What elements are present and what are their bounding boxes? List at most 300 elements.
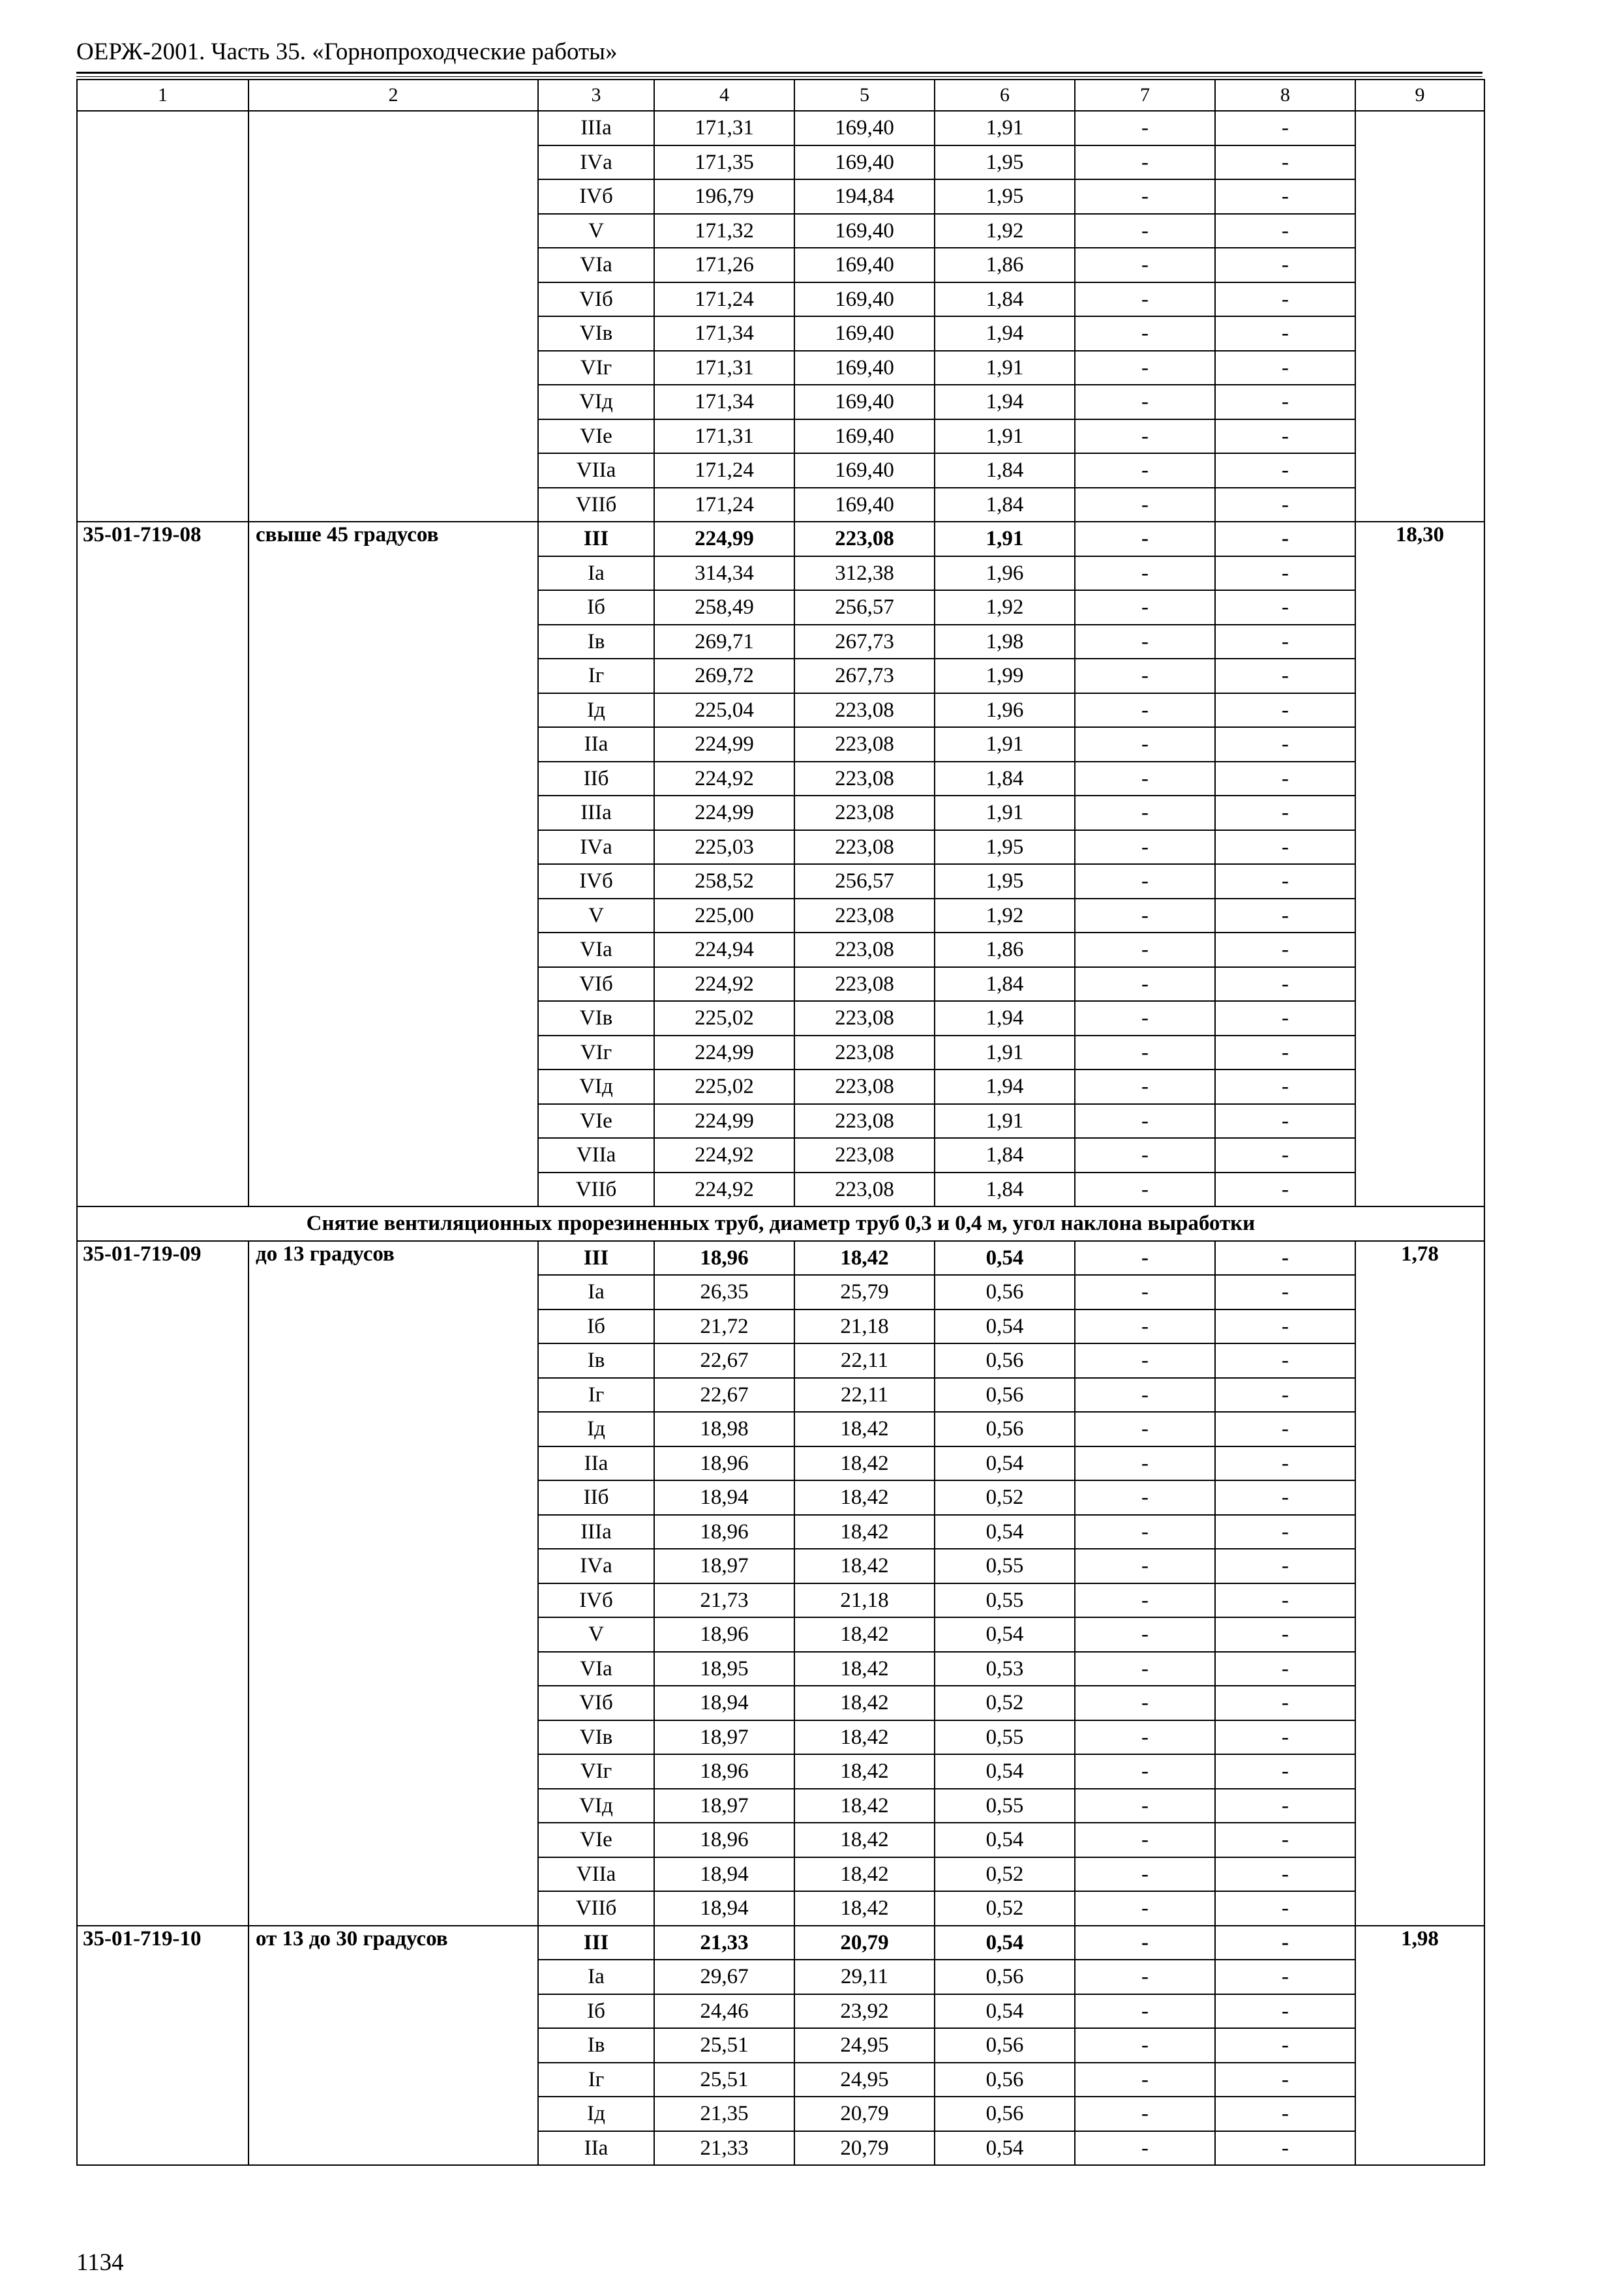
materials-cost: - bbox=[1215, 1138, 1355, 1173]
region-category: IIIа bbox=[538, 796, 654, 830]
including-drivers-wages: - bbox=[1075, 933, 1215, 967]
machine-operation: 1,94 bbox=[935, 1001, 1075, 1036]
materials-cost: - bbox=[1215, 1241, 1355, 1276]
column-number: 3 bbox=[538, 80, 654, 111]
total-cost: 18,94 bbox=[654, 1480, 794, 1515]
machine-operation: 0,56 bbox=[935, 2028, 1075, 2063]
machine-operation: 0,54 bbox=[935, 1446, 1075, 1481]
including-drivers-wages: - bbox=[1075, 351, 1215, 385]
total-cost: 171,31 bbox=[654, 419, 794, 454]
region-category: Iв bbox=[538, 2028, 654, 2063]
workers-wages: 18,42 bbox=[794, 1549, 935, 1583]
materials-cost: - bbox=[1215, 590, 1355, 625]
including-drivers-wages: - bbox=[1075, 1138, 1215, 1173]
including-drivers-wages: - bbox=[1075, 1823, 1215, 1857]
total-cost: 224,92 bbox=[654, 762, 794, 796]
region-category: Iд bbox=[538, 693, 654, 728]
total-cost: 225,04 bbox=[654, 693, 794, 728]
including-drivers-wages: - bbox=[1075, 145, 1215, 180]
total-cost: 171,35 bbox=[654, 145, 794, 180]
workers-wages: 223,08 bbox=[794, 1104, 935, 1139]
machine-operation: 1,91 bbox=[935, 419, 1075, 454]
norm-code: 35-01-719-09 bbox=[77, 1241, 248, 1926]
region-category: VIа bbox=[538, 933, 654, 967]
total-cost: 224,99 bbox=[654, 796, 794, 830]
region-category: IVб bbox=[538, 1583, 654, 1618]
including-drivers-wages: - bbox=[1075, 2097, 1215, 2131]
total-cost: 18,94 bbox=[654, 1891, 794, 1926]
region-category: IVб bbox=[538, 864, 654, 899]
workers-wages: 18,42 bbox=[794, 1891, 935, 1926]
including-drivers-wages: - bbox=[1075, 830, 1215, 865]
materials-cost: - bbox=[1215, 351, 1355, 385]
workers-wages: 23,92 bbox=[794, 1994, 935, 2029]
machine-operation: 1,96 bbox=[935, 556, 1075, 591]
region-category: VIг bbox=[538, 1036, 654, 1070]
total-cost: 171,24 bbox=[654, 488, 794, 522]
materials-cost: - bbox=[1215, 1378, 1355, 1413]
total-cost: 224,92 bbox=[654, 967, 794, 1002]
total-cost: 18,96 bbox=[654, 1515, 794, 1549]
materials-cost: - bbox=[1215, 1926, 1355, 1960]
machine-operation: 1,95 bbox=[935, 830, 1075, 865]
workers-wages: 18,42 bbox=[794, 1686, 935, 1720]
materials-cost: - bbox=[1215, 1412, 1355, 1446]
region-category: Iг bbox=[538, 1378, 654, 1413]
including-drivers-wages: - bbox=[1075, 727, 1215, 762]
workers-wages: 169,40 bbox=[794, 453, 935, 488]
region-category: Iг bbox=[538, 2063, 654, 2097]
region-category: VIб bbox=[538, 282, 654, 317]
region-category: IVа bbox=[538, 1549, 654, 1583]
including-drivers-wages: - bbox=[1075, 1789, 1215, 1823]
header-rule-thin bbox=[76, 76, 1482, 77]
region-category: VIIа bbox=[538, 1138, 654, 1173]
total-cost: 224,92 bbox=[654, 1173, 794, 1207]
workers-wages: 169,40 bbox=[794, 351, 935, 385]
materials-cost: - bbox=[1215, 1857, 1355, 1892]
workers-wages: 223,08 bbox=[794, 522, 935, 556]
including-drivers-wages: - bbox=[1075, 385, 1215, 419]
workers-wages: 24,95 bbox=[794, 2063, 935, 2097]
materials-cost: - bbox=[1215, 796, 1355, 830]
workers-wages: 18,42 bbox=[794, 1617, 935, 1652]
including-drivers-wages: - bbox=[1075, 316, 1215, 351]
machine-operation: 0,54 bbox=[935, 1309, 1075, 1344]
machine-operation: 0,53 bbox=[935, 1652, 1075, 1686]
machine-operation: 1,91 bbox=[935, 796, 1075, 830]
including-drivers-wages: - bbox=[1075, 864, 1215, 899]
section-heading-row bbox=[77, 1206, 1484, 1241]
column-number: 2 bbox=[248, 80, 538, 111]
workers-wages: 223,08 bbox=[794, 762, 935, 796]
column-number: 5 bbox=[794, 80, 935, 111]
including-drivers-wages: - bbox=[1075, 453, 1215, 488]
region-category: Iа bbox=[538, 556, 654, 591]
total-cost: 21,33 bbox=[654, 2131, 794, 2166]
labor-total: 1,78 bbox=[1355, 1241, 1484, 1926]
materials-cost: - bbox=[1215, 830, 1355, 865]
workers-wages: 223,08 bbox=[794, 693, 935, 728]
total-cost: 25,51 bbox=[654, 2028, 794, 2063]
machine-operation: 1,95 bbox=[935, 145, 1075, 180]
total-cost: 18,96 bbox=[654, 1617, 794, 1652]
total-cost: 225,02 bbox=[654, 1070, 794, 1104]
workers-wages: 169,40 bbox=[794, 214, 935, 248]
total-cost: 18,97 bbox=[654, 1549, 794, 1583]
labor-total: 18,30 bbox=[1355, 522, 1484, 1206]
materials-cost: - bbox=[1215, 214, 1355, 248]
materials-cost: - bbox=[1215, 1891, 1355, 1926]
including-drivers-wages: - bbox=[1075, 590, 1215, 625]
total-cost: 22,67 bbox=[654, 1378, 794, 1413]
workers-wages: 18,42 bbox=[794, 1754, 935, 1789]
materials-cost: - bbox=[1215, 1617, 1355, 1652]
table-body bbox=[77, 80, 1484, 2165]
including-drivers-wages: - bbox=[1075, 556, 1215, 591]
machine-operation: 1,91 bbox=[935, 727, 1075, 762]
materials-cost: - bbox=[1215, 1036, 1355, 1070]
machine-operation: 1,84 bbox=[935, 1138, 1075, 1173]
including-drivers-wages: - bbox=[1075, 1686, 1215, 1720]
materials-cost: - bbox=[1215, 1789, 1355, 1823]
region-category: VIд bbox=[538, 385, 654, 419]
region-category: VIе bbox=[538, 419, 654, 454]
region-category: VIа bbox=[538, 248, 654, 282]
including-drivers-wages: - bbox=[1075, 2063, 1215, 2097]
norm-description: до 13 градусов bbox=[248, 1241, 538, 1926]
machine-operation: 1,98 bbox=[935, 625, 1075, 659]
total-cost: 18,94 bbox=[654, 1857, 794, 1892]
including-drivers-wages: - bbox=[1075, 625, 1215, 659]
including-drivers-wages: - bbox=[1075, 1549, 1215, 1583]
machine-operation: 0,55 bbox=[935, 1789, 1075, 1823]
materials-cost: - bbox=[1215, 967, 1355, 1002]
total-cost: 196,79 bbox=[654, 179, 794, 214]
workers-wages: 169,40 bbox=[794, 145, 935, 180]
workers-wages: 169,40 bbox=[794, 385, 935, 419]
materials-cost: - bbox=[1215, 1275, 1355, 1309]
machine-operation: 1,99 bbox=[935, 659, 1075, 693]
region-category: III bbox=[538, 1241, 654, 1276]
norm-code: 35-01-719-08 bbox=[77, 522, 248, 1206]
region-category: Iд bbox=[538, 2097, 654, 2131]
total-cost: 18,95 bbox=[654, 1652, 794, 1686]
workers-wages: 20,79 bbox=[794, 1926, 935, 1960]
materials-cost: - bbox=[1215, 1173, 1355, 1207]
region-category: Iа bbox=[538, 1275, 654, 1309]
region-category: VIе bbox=[538, 1104, 654, 1139]
including-drivers-wages: - bbox=[1075, 1480, 1215, 1515]
machine-operation: 1,84 bbox=[935, 453, 1075, 488]
including-drivers-wages: - bbox=[1075, 214, 1215, 248]
machine-operation: 0,55 bbox=[935, 1549, 1075, 1583]
machine-operation: 1,92 bbox=[935, 214, 1075, 248]
machine-operation: 1,91 bbox=[935, 111, 1075, 145]
norm-description: от 13 до 30 градусов bbox=[248, 1926, 538, 2166]
total-cost: 269,71 bbox=[654, 625, 794, 659]
machine-operation: 0,54 bbox=[935, 1994, 1075, 2029]
total-cost: 18,96 bbox=[654, 1241, 794, 1276]
workers-wages: 267,73 bbox=[794, 625, 935, 659]
machine-operation: 0,54 bbox=[935, 1754, 1075, 1789]
region-category: VIб bbox=[538, 967, 654, 1002]
region-category: IIIа bbox=[538, 1515, 654, 1549]
workers-wages: 169,40 bbox=[794, 488, 935, 522]
region-category: VIIб bbox=[538, 1891, 654, 1926]
machine-operation: 0,52 bbox=[935, 1686, 1075, 1720]
materials-cost: - bbox=[1215, 2097, 1355, 2131]
including-drivers-wages: - bbox=[1075, 282, 1215, 317]
column-number: 4 bbox=[654, 80, 794, 111]
total-cost: 21,72 bbox=[654, 1309, 794, 1344]
including-drivers-wages: - bbox=[1075, 248, 1215, 282]
materials-cost: - bbox=[1215, 1480, 1355, 1515]
total-cost: 18,97 bbox=[654, 1789, 794, 1823]
materials-cost: - bbox=[1215, 556, 1355, 591]
materials-cost: - bbox=[1215, 419, 1355, 454]
table-container bbox=[76, 79, 1485, 2166]
including-drivers-wages: - bbox=[1075, 1241, 1215, 1276]
region-category: IVа bbox=[538, 145, 654, 180]
materials-cost: - bbox=[1215, 1070, 1355, 1104]
materials-cost: - bbox=[1215, 2131, 1355, 2166]
machine-operation: 1,84 bbox=[935, 967, 1075, 1002]
materials-cost: - bbox=[1215, 1960, 1355, 1994]
including-drivers-wages: - bbox=[1075, 1857, 1215, 1892]
region-category: V bbox=[538, 899, 654, 933]
workers-wages: 169,40 bbox=[794, 282, 935, 317]
total-cost: 22,67 bbox=[654, 1343, 794, 1378]
total-cost: 224,94 bbox=[654, 933, 794, 967]
workers-wages: 18,42 bbox=[794, 1446, 935, 1481]
region-category: VIд bbox=[538, 1789, 654, 1823]
including-drivers-wages: - bbox=[1075, 1173, 1215, 1207]
materials-cost: - bbox=[1215, 864, 1355, 899]
machine-operation: 0,56 bbox=[935, 1412, 1075, 1446]
workers-wages: 223,08 bbox=[794, 1138, 935, 1173]
materials-cost: - bbox=[1215, 1583, 1355, 1618]
table-row bbox=[77, 522, 1484, 556]
materials-cost: - bbox=[1215, 488, 1355, 522]
total-cost: 29,67 bbox=[654, 1960, 794, 1994]
total-cost: 224,92 bbox=[654, 1138, 794, 1173]
machine-operation: 1,94 bbox=[935, 1070, 1075, 1104]
total-cost: 21,33 bbox=[654, 1926, 794, 1960]
total-cost: 258,49 bbox=[654, 590, 794, 625]
labor-total: 1,98 bbox=[1355, 1926, 1484, 2166]
table-row bbox=[77, 111, 1484, 145]
materials-cost: - bbox=[1215, 1754, 1355, 1789]
total-cost: 225,02 bbox=[654, 1001, 794, 1036]
norm-code: 35-01-719-10 bbox=[77, 1926, 248, 2166]
materials-cost: - bbox=[1215, 1446, 1355, 1481]
norm-code bbox=[77, 111, 248, 522]
workers-wages: 267,73 bbox=[794, 659, 935, 693]
workers-wages: 194,84 bbox=[794, 179, 935, 214]
machine-operation: 1,94 bbox=[935, 385, 1075, 419]
workers-wages: 22,11 bbox=[794, 1378, 935, 1413]
materials-cost: - bbox=[1215, 1823, 1355, 1857]
total-cost: 224,99 bbox=[654, 1104, 794, 1139]
including-drivers-wages: - bbox=[1075, 179, 1215, 214]
including-drivers-wages: - bbox=[1075, 1001, 1215, 1036]
total-cost: 171,34 bbox=[654, 316, 794, 351]
region-category: Iб bbox=[538, 1309, 654, 1344]
including-drivers-wages: - bbox=[1075, 762, 1215, 796]
including-drivers-wages: - bbox=[1075, 1378, 1215, 1413]
machine-operation: 1,94 bbox=[935, 316, 1075, 351]
workers-wages: 18,42 bbox=[794, 1241, 935, 1276]
section-heading: Снятие вентиляционных прорезиненных труб, диаметр труб 0,3 и 0,4 м, угол наклона выработки bbox=[77, 1206, 1484, 1241]
page-header-title: ОЕРЖ-2001. Часть 35. «Горнопроходческие работы» bbox=[76, 38, 618, 65]
region-category: VIд bbox=[538, 1070, 654, 1104]
machine-operation: 0,52 bbox=[935, 1480, 1075, 1515]
including-drivers-wages: - bbox=[1075, 1652, 1215, 1686]
workers-wages: 223,08 bbox=[794, 933, 935, 967]
total-cost: 25,51 bbox=[654, 2063, 794, 2097]
materials-cost: - bbox=[1215, 111, 1355, 145]
region-category: IIа bbox=[538, 2131, 654, 2166]
region-category: IIб bbox=[538, 1480, 654, 1515]
total-cost: 171,32 bbox=[654, 214, 794, 248]
table-row bbox=[77, 1241, 1484, 1276]
workers-wages: 223,08 bbox=[794, 1001, 935, 1036]
region-category: Iв bbox=[538, 1343, 654, 1378]
including-drivers-wages: - bbox=[1075, 1343, 1215, 1378]
column-number-row bbox=[77, 80, 1484, 111]
workers-wages: 20,79 bbox=[794, 2097, 935, 2131]
total-cost: 21,73 bbox=[654, 1583, 794, 1618]
materials-cost: - bbox=[1215, 1515, 1355, 1549]
total-cost: 269,72 bbox=[654, 659, 794, 693]
region-category: VIг bbox=[538, 351, 654, 385]
materials-cost: - bbox=[1215, 659, 1355, 693]
workers-wages: 169,40 bbox=[794, 316, 935, 351]
machine-operation: 0,55 bbox=[935, 1720, 1075, 1755]
materials-cost: - bbox=[1215, 1994, 1355, 2029]
machine-operation: 0,56 bbox=[935, 1343, 1075, 1378]
workers-wages: 169,40 bbox=[794, 248, 935, 282]
machine-operation: 0,56 bbox=[935, 1960, 1075, 1994]
region-category: III bbox=[538, 522, 654, 556]
total-cost: 171,24 bbox=[654, 282, 794, 317]
machine-operation: 1,84 bbox=[935, 282, 1075, 317]
materials-cost: - bbox=[1215, 145, 1355, 180]
machine-operation: 0,54 bbox=[935, 1241, 1075, 1276]
machine-operation: 0,54 bbox=[935, 1926, 1075, 1960]
including-drivers-wages: - bbox=[1075, 1412, 1215, 1446]
including-drivers-wages: - bbox=[1075, 659, 1215, 693]
workers-wages: 169,40 bbox=[794, 111, 935, 145]
workers-wages: 22,11 bbox=[794, 1343, 935, 1378]
region-category: IVб bbox=[538, 179, 654, 214]
machine-operation: 1,91 bbox=[935, 1036, 1075, 1070]
machine-operation: 1,84 bbox=[935, 488, 1075, 522]
including-drivers-wages: - bbox=[1075, 967, 1215, 1002]
machine-operation: 0,54 bbox=[935, 1823, 1075, 1857]
machine-operation: 0,54 bbox=[935, 2131, 1075, 2166]
workers-wages: 20,79 bbox=[794, 2131, 935, 2166]
workers-wages: 256,57 bbox=[794, 864, 935, 899]
total-cost: 21,35 bbox=[654, 2097, 794, 2131]
region-category: VIв bbox=[538, 1720, 654, 1755]
region-category: IIIа bbox=[538, 111, 654, 145]
region-category: V bbox=[538, 1617, 654, 1652]
total-cost: 258,52 bbox=[654, 864, 794, 899]
workers-wages: 21,18 bbox=[794, 1583, 935, 1618]
region-category: Iб bbox=[538, 1994, 654, 2029]
norms-table bbox=[76, 79, 1485, 2166]
including-drivers-wages: - bbox=[1075, 1036, 1215, 1070]
including-drivers-wages: - bbox=[1075, 1583, 1215, 1618]
including-drivers-wages: - bbox=[1075, 1891, 1215, 1926]
materials-cost: - bbox=[1215, 727, 1355, 762]
machine-operation: 0,54 bbox=[935, 1515, 1075, 1549]
materials-cost: - bbox=[1215, 933, 1355, 967]
total-cost: 224,99 bbox=[654, 1036, 794, 1070]
region-category: VIIб bbox=[538, 1173, 654, 1207]
including-drivers-wages: - bbox=[1075, 1617, 1215, 1652]
workers-wages: 18,42 bbox=[794, 1857, 935, 1892]
region-category: Iг bbox=[538, 659, 654, 693]
workers-wages: 223,08 bbox=[794, 796, 935, 830]
machine-operation: 0,52 bbox=[935, 1891, 1075, 1926]
workers-wages: 223,08 bbox=[794, 967, 935, 1002]
labor-total bbox=[1355, 111, 1484, 522]
total-cost: 225,03 bbox=[654, 830, 794, 865]
workers-wages: 18,42 bbox=[794, 1480, 935, 1515]
including-drivers-wages: - bbox=[1075, 1994, 1215, 2029]
total-cost: 18,96 bbox=[654, 1754, 794, 1789]
workers-wages: 18,42 bbox=[794, 1515, 935, 1549]
column-number: 8 bbox=[1215, 80, 1355, 111]
workers-wages: 29,11 bbox=[794, 1960, 935, 1994]
materials-cost: - bbox=[1215, 1309, 1355, 1344]
workers-wages: 223,08 bbox=[794, 727, 935, 762]
materials-cost: - bbox=[1215, 625, 1355, 659]
materials-cost: - bbox=[1215, 1343, 1355, 1378]
total-cost: 18,97 bbox=[654, 1720, 794, 1755]
column-number: 6 bbox=[935, 80, 1075, 111]
workers-wages: 223,08 bbox=[794, 1070, 935, 1104]
workers-wages: 18,42 bbox=[794, 1720, 935, 1755]
machine-operation: 1,86 bbox=[935, 933, 1075, 967]
workers-wages: 24,95 bbox=[794, 2028, 935, 2063]
machine-operation: 0,56 bbox=[935, 1378, 1075, 1413]
header-rule-thick bbox=[76, 72, 1482, 74]
region-category: IIа bbox=[538, 1446, 654, 1481]
workers-wages: 223,08 bbox=[794, 1173, 935, 1207]
workers-wages: 18,42 bbox=[794, 1652, 935, 1686]
total-cost: 18,98 bbox=[654, 1412, 794, 1446]
workers-wages: 312,38 bbox=[794, 556, 935, 591]
machine-operation: 1,84 bbox=[935, 762, 1075, 796]
materials-cost: - bbox=[1215, 316, 1355, 351]
page-number: 1134 bbox=[76, 2249, 124, 2276]
machine-operation: 0,54 bbox=[935, 1617, 1075, 1652]
total-cost: 171,26 bbox=[654, 248, 794, 282]
materials-cost: - bbox=[1215, 453, 1355, 488]
materials-cost: - bbox=[1215, 1652, 1355, 1686]
region-category: VIе bbox=[538, 1823, 654, 1857]
including-drivers-wages: - bbox=[1075, 1960, 1215, 1994]
including-drivers-wages: - bbox=[1075, 1515, 1215, 1549]
total-cost: 171,24 bbox=[654, 453, 794, 488]
materials-cost: - bbox=[1215, 762, 1355, 796]
table-row bbox=[77, 1926, 1484, 1960]
total-cost: 225,00 bbox=[654, 899, 794, 933]
